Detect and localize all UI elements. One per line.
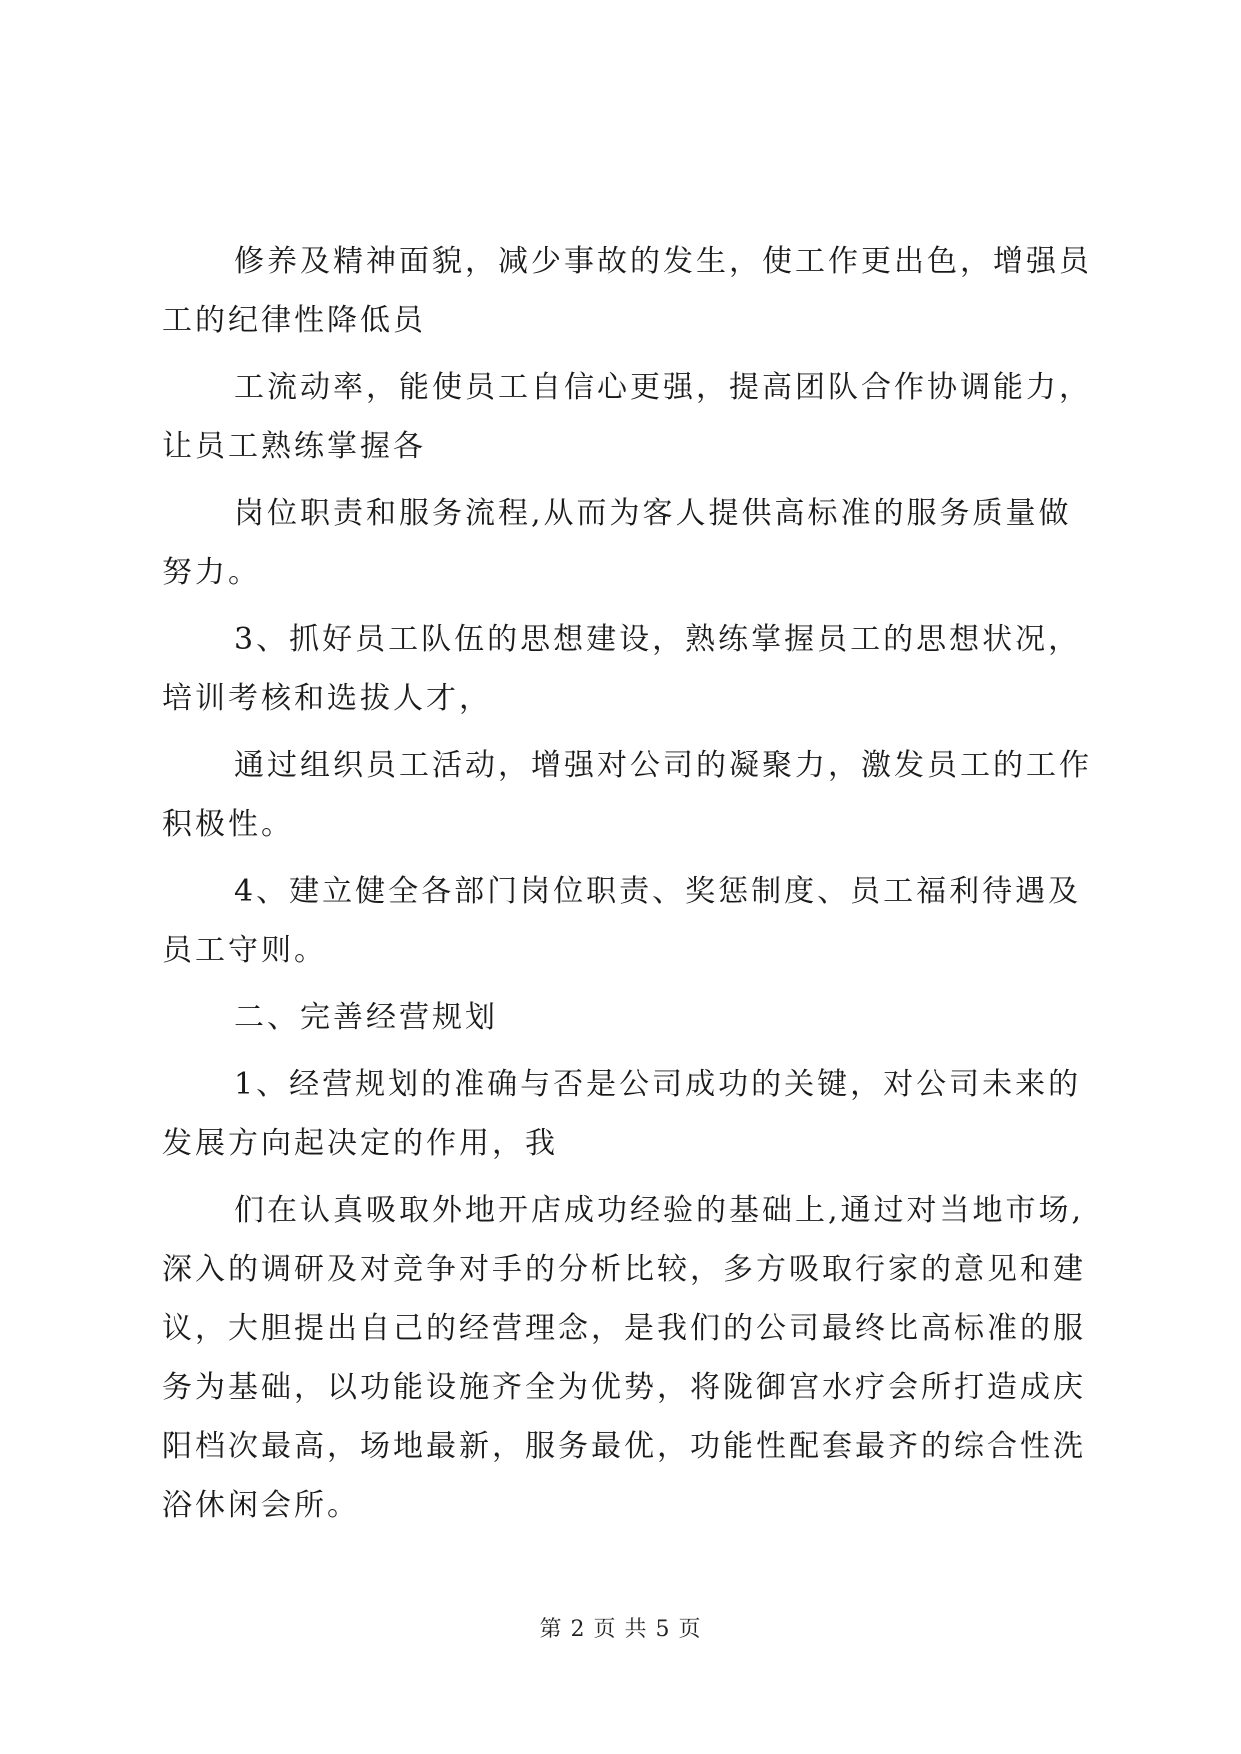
page-footer: 第 2 页 共 5 页 (539, 1617, 702, 1642)
paragraph-first-line: 4、建立健全各部门岗位职责、奖惩制度、员工福利待遇及 (234, 874, 1082, 909)
paragraph-line: 阳档次最高，场地最新，服务最优，功能性配套最齐的综合性洗 (162, 1429, 1086, 1464)
paragraph-first-line: 们在认真吸取外地开店成功经验的基础上,通过对当地市场, (234, 1193, 1085, 1228)
paragraph-line: 工的纪律性降低员 (162, 303, 426, 338)
paragraph (162, 988, 1087, 1047)
document-body (162, 232, 1092, 1543)
paragraph (162, 1181, 1087, 1535)
paragraph-first-line: 二、完善经营规划 (234, 1000, 498, 1035)
paragraph-first-line: 岗位职责和服务流程,从而为客人提供高标准的服务质量做 (234, 496, 1072, 531)
paragraph (162, 736, 1092, 854)
paragraph (162, 610, 1087, 728)
paragraph-first-line: 通过组织员工活动，增强对公司的凝聚力，激发员工的工作 (234, 748, 1092, 783)
paragraph-line: 积极性。 (162, 807, 294, 842)
paragraph (162, 232, 1092, 350)
paragraph (162, 358, 1092, 476)
paragraph (162, 862, 1087, 980)
paragraph-first-line: 1、经营规划的准确与否是公司成功的关键，对公司未来的 (234, 1067, 1082, 1102)
paragraph-line: 员工守则。 (162, 933, 327, 968)
paragraph-line: 培训考核和选拔人才， (162, 681, 492, 716)
paragraph-first-line: 工流动率，能使员工自信心更强，提高团队合作协调能力， (234, 370, 1092, 405)
paragraph-first-line: 3、抓好员工队伍的思想建设，熟练掌握员工的思想状况， (234, 622, 1082, 657)
paragraph-line: 务为基础，以功能设施齐全为优势，将陇御宫水疗会所打造成庆 (162, 1370, 1086, 1405)
paragraph (162, 484, 1087, 602)
paragraph-line: 发展方向起决定的作用，我 (162, 1126, 558, 1161)
paragraph-line: 浴休闲会所。 (162, 1488, 360, 1523)
paragraph-line: 努力。 (162, 555, 261, 590)
paragraph-line: 深入的调研及对竞争对手的分析比较，多方吸取行家的意见和建 (162, 1252, 1086, 1287)
paragraph-line: 让员工熟练掌握各 (162, 429, 426, 464)
paragraph (162, 1055, 1087, 1173)
paragraph-first-line: 修养及精神面貌，减少事故的发生，使工作更出色，增强员 (234, 244, 1092, 279)
paragraph-line: 议，大胆提出自己的经营理念，是我们的公司最终比高标准的服 (162, 1311, 1086, 1346)
